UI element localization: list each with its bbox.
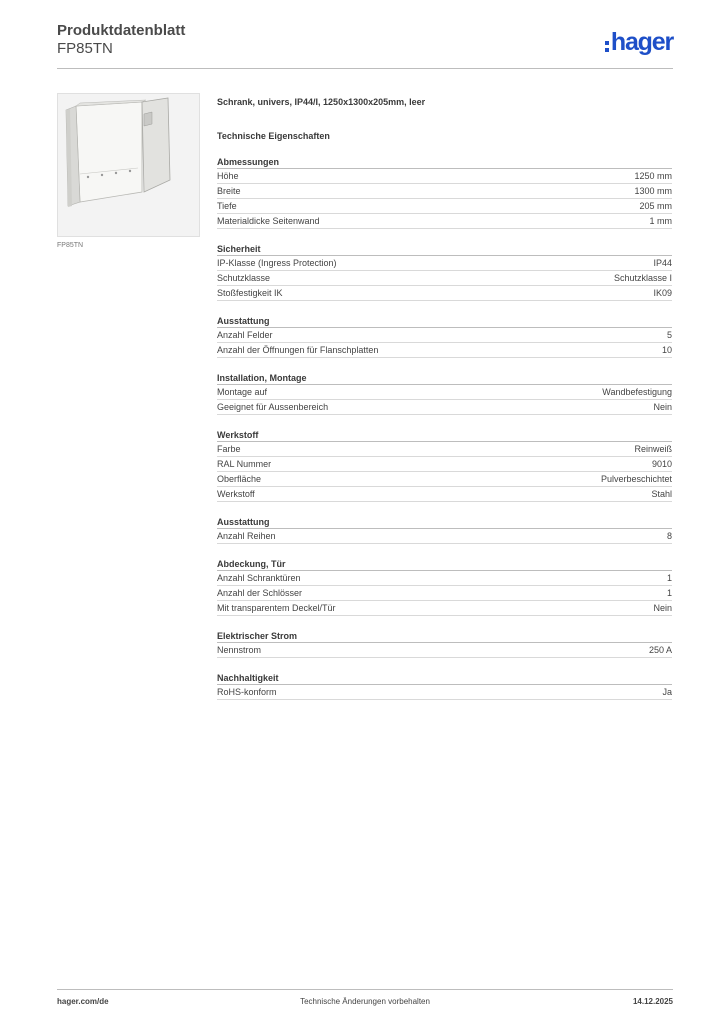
spec-row	[217, 442, 672, 457]
spec-group	[217, 243, 672, 301]
spec-label: Stoßfestigkeit IK	[217, 288, 283, 298]
spec-group	[217, 429, 672, 502]
spec-label: Geeignet für Aussenbereich	[217, 402, 329, 412]
spec-label: Oberfläche	[217, 474, 262, 484]
spec-label: IP-Klasse (Ingress Protection)	[217, 258, 337, 268]
spec-content	[217, 96, 672, 700]
spec-group-title: Abdeckung, Tür	[217, 558, 672, 571]
spec-value: IP44	[653, 258, 672, 268]
spec-group-title: Ausstattung	[217, 315, 672, 328]
spec-label: Schutzklasse	[217, 273, 271, 283]
spec-row	[217, 214, 672, 229]
spec-row	[217, 457, 672, 472]
spec-group	[217, 672, 672, 700]
spec-group-title: Sicherheit	[217, 243, 672, 256]
spec-value: 1250 mm	[634, 171, 672, 181]
spec-group-title: Elektrischer Strom	[217, 630, 672, 643]
spec-group	[217, 372, 672, 415]
spec-row	[217, 529, 672, 544]
spec-row	[217, 586, 672, 601]
spec-groups	[217, 156, 672, 700]
logo-wordmark: hager	[610, 28, 673, 56]
spec-value: 8	[666, 531, 672, 541]
spec-label: Mit transparentem Deckel/Tür	[217, 603, 336, 613]
spec-row	[217, 343, 672, 358]
footer-website: hager.com/de	[57, 997, 109, 1006]
spec-group-title: Nachhaltigkeit	[217, 672, 672, 685]
spec-row	[217, 601, 672, 616]
spec-value: 205 mm	[639, 201, 672, 211]
spec-value: 9010	[651, 459, 672, 469]
document-title: Produktdatenblatt	[57, 22, 186, 39]
spec-row	[217, 286, 672, 301]
spec-group	[217, 558, 672, 616]
spec-group	[217, 516, 672, 544]
spec-group	[217, 630, 672, 658]
hager-logo	[605, 28, 673, 56]
spec-label: Höhe	[217, 171, 239, 181]
spec-group-title: Abmessungen	[217, 156, 672, 169]
spec-label: Anzahl Reihen	[217, 531, 276, 541]
spec-row	[217, 643, 672, 658]
spec-label: Breite	[217, 186, 241, 196]
spec-label: Tiefe	[217, 201, 237, 211]
spec-value: 5	[666, 330, 672, 340]
product-code: FP85TN	[57, 40, 113, 57]
spec-row	[217, 271, 672, 286]
header-divider	[57, 68, 673, 69]
spec-row	[217, 169, 672, 184]
spec-value: 1	[666, 588, 672, 598]
spec-value: 250 A	[648, 645, 672, 655]
spec-group-title: Ausstattung	[217, 516, 672, 529]
page-footer	[57, 997, 673, 1009]
spec-value: Wandbefestigung	[602, 387, 672, 397]
spec-value: Ja	[662, 687, 672, 697]
spec-value: 1 mm	[649, 216, 672, 226]
spec-value: Reinweiß	[634, 444, 672, 454]
cabinet-illustration-icon	[58, 94, 199, 236]
spec-row	[217, 184, 672, 199]
spec-label: Montage auf	[217, 387, 268, 397]
spec-value: 1	[666, 573, 672, 583]
spec-label: Anzahl der Schlösser	[217, 588, 303, 598]
spec-row	[217, 385, 672, 400]
spec-row	[217, 199, 672, 214]
spec-row	[217, 472, 672, 487]
spec-label: RoHS-konform	[217, 687, 277, 697]
footer-date: 14.12.2025	[632, 997, 673, 1006]
spec-row	[217, 256, 672, 271]
spec-value: IK09	[653, 288, 672, 298]
spec-row	[217, 487, 672, 502]
spec-group	[217, 156, 672, 229]
spec-group	[217, 315, 672, 358]
spec-label: Nennstrom	[217, 645, 262, 655]
spec-row	[217, 328, 672, 343]
spec-value: 1300 mm	[634, 186, 672, 196]
spec-value: 10	[661, 345, 672, 355]
footer-divider	[57, 989, 673, 990]
spec-row	[217, 571, 672, 586]
page-header	[57, 22, 673, 70]
spec-row	[217, 685, 672, 700]
spec-label: Materialdicke Seitenwand	[217, 216, 320, 226]
footer-disclaimer: Technische Änderungen vorbehalten	[300, 997, 430, 1006]
spec-label: RAL Nummer	[217, 459, 272, 469]
spec-label: Anzahl der Öffnungen für Flanschplatten	[217, 345, 379, 355]
spec-row	[217, 400, 672, 415]
spec-value: Nein	[653, 603, 672, 613]
section-title: Technische Eigenschaften	[217, 131, 330, 141]
spec-group-title: Installation, Montage	[217, 372, 672, 385]
spec-value: Pulverbeschichtet	[600, 474, 672, 484]
logo-dots-icon	[605, 38, 609, 56]
spec-value: Stahl	[651, 489, 672, 499]
spec-label: Anzahl Schranktüren	[217, 573, 301, 583]
product-description: Schrank, univers, IP44/I, 1250x1300x205mm, leer	[217, 97, 426, 107]
image-caption: FP85TN	[57, 242, 84, 249]
spec-label: Farbe	[217, 444, 241, 454]
spec-value: Nein	[653, 402, 672, 412]
spec-label: Werkstoff	[217, 489, 255, 499]
spec-value: Schutzklasse I	[613, 273, 672, 283]
spec-label: Anzahl Felder	[217, 330, 273, 340]
spec-group-title: Werkstoff	[217, 429, 672, 442]
product-image	[57, 93, 200, 237]
